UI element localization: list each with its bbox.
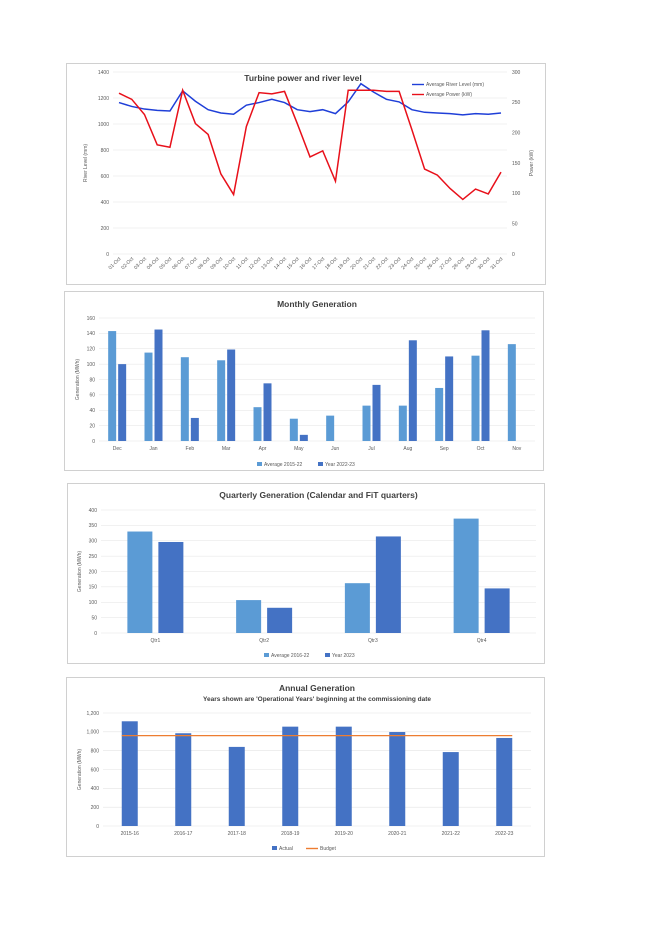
x-tick-label: 2016-17 — [174, 831, 193, 837]
bar-year-2022-23 — [300, 435, 308, 441]
x-tick-label: Qtr2 — [259, 638, 269, 644]
chart-title: Annual Generation — [278, 683, 356, 693]
y-axis-tick: 250 — [88, 553, 97, 560]
legend-average-2015-22-swatch — [257, 462, 262, 466]
x-tick-label: 03-Oct — [133, 256, 148, 272]
x-tick-label: Apr — [258, 446, 267, 452]
bar-average-2015-22 — [472, 356, 480, 441]
power-axis-tick: 100 — [512, 191, 521, 198]
y-axis-tick: 350 — [88, 523, 97, 530]
x-tick-label: Jan — [149, 446, 158, 452]
river-level-axis-tick: 200 — [100, 225, 109, 232]
x-tick-label: 07-Oct — [183, 256, 199, 272]
annual-chart-svg — [67, 678, 544, 856]
x-tick-label: Qtr4 — [476, 638, 487, 644]
legend-average-2016-22-swatch — [264, 653, 269, 657]
bar-year-2022-23 — [409, 340, 417, 441]
x-tick-label: 20-Oct — [349, 256, 365, 272]
x-tick-label: 01-Oct — [107, 256, 123, 272]
y-axis-tick: 600 — [90, 767, 99, 774]
bar-average-2016-22 — [345, 583, 370, 633]
legend-budget: Budget — [320, 846, 336, 852]
legend-year-2023: Year 2023 — [332, 653, 355, 659]
quarterly-generation-chart — [67, 483, 545, 664]
y-axis-tick: 0 — [92, 438, 95, 445]
power-axis-tick: 50 — [512, 221, 518, 228]
x-tick-label: 31-Oct — [489, 256, 505, 272]
power-axis-tick: 0 — [512, 251, 515, 258]
bar-actual — [389, 732, 405, 826]
bar-year-2023 — [376, 536, 401, 633]
x-tick-label: Nov — [512, 446, 522, 452]
y-axis-tick: 0 — [96, 823, 99, 830]
river-level-line — [119, 84, 501, 115]
x-tick-label: 23-Oct — [387, 256, 403, 272]
chart-subtitle: Years shown are 'Operational Years' beginning at the commissioning date — [202, 696, 432, 703]
y-axis-tick: 800 — [90, 748, 99, 755]
y-axis-tick: 1,200 — [86, 710, 99, 717]
bar-average-2015-22 — [181, 357, 189, 441]
y-axis-tick: 1,000 — [86, 729, 99, 736]
bar-average-2015-22 — [363, 406, 371, 441]
x-tick-label: 10-Oct — [222, 256, 238, 272]
x-tick-label: 19-Oct — [336, 256, 352, 272]
bar-year-2022-23 — [482, 330, 490, 441]
x-tick-label: 17-Oct — [311, 256, 327, 272]
x-tick-label: 2022-23 — [495, 831, 514, 837]
river-level-axis-tick: 600 — [100, 173, 109, 180]
river-level-axis-tick: 1000 — [97, 121, 109, 128]
y-axis-tick: 160 — [86, 315, 95, 322]
x-tick-label: Qtr3 — [368, 638, 378, 644]
monthly-chart-svg — [65, 292, 543, 470]
quarterly-chart-svg — [68, 484, 544, 663]
y-axis-tick: 400 — [88, 507, 97, 514]
y-axis-tick: 0 — [94, 630, 97, 637]
bar-year-2022-23 — [118, 364, 126, 441]
monthly-generation-chart — [64, 291, 544, 471]
x-tick-label: 2018-19 — [281, 831, 300, 837]
annual-generation-chart — [66, 677, 545, 857]
x-tick-label: 29-Oct — [464, 256, 479, 272]
x-tick-label: Jul — [368, 446, 375, 452]
y-axis-tick: 40 — [89, 408, 95, 415]
x-tick-label: 14-Oct — [273, 256, 288, 272]
x-tick-label: 26-Oct — [425, 256, 441, 272]
y-axis-label: Generation (MWh) — [77, 550, 83, 593]
x-tick-label: 28-Oct — [451, 256, 467, 272]
legend-actual-swatch — [272, 846, 277, 850]
y-axis-tick: 200 — [90, 804, 99, 811]
bar-average-2015-22 — [290, 419, 298, 441]
bar-average-2015-22 — [399, 406, 407, 441]
bar-year-2023 — [267, 608, 292, 633]
x-tick-label: Aug — [403, 446, 413, 452]
y2-axis-label: Power (kW) — [529, 149, 535, 177]
y-axis-label: River Level (mm) — [83, 143, 89, 183]
power-line — [119, 90, 501, 199]
bar-year-2022-23 — [445, 356, 453, 441]
y-axis-tick: 300 — [88, 538, 97, 545]
bar-average-2015-22 — [108, 331, 116, 441]
chart-title: Monthly Generation — [277, 299, 357, 309]
y-axis-tick: 60 — [89, 392, 95, 399]
y-axis-tick: 50 — [91, 615, 97, 622]
power-axis-tick: 300 — [512, 69, 521, 76]
bar-average-2016-22 — [454, 519, 479, 633]
river-level-axis-tick: 800 — [100, 147, 109, 154]
bar-actual — [282, 727, 298, 826]
x-tick-label: 2019-20 — [334, 831, 353, 837]
bar-average-2016-22 — [236, 600, 261, 633]
bar-actual — [336, 727, 352, 826]
x-tick-label: 30-Oct — [476, 256, 492, 272]
legend-year-2023-swatch — [325, 653, 330, 657]
x-tick-label: 2020-21 — [388, 831, 407, 837]
x-tick-label: Mar — [221, 446, 231, 452]
x-tick-label: Oct — [476, 446, 485, 452]
y-axis-label: Generation (MWh) — [77, 748, 83, 791]
x-tick-label: 18-Oct — [324, 256, 339, 272]
turbine-chart-svg — [67, 64, 545, 284]
x-tick-label: Jun — [331, 446, 340, 452]
chart-title: Quarterly Generation (Calendar and FiT quarters) — [219, 490, 418, 500]
bar-average-2016-22 — [127, 532, 152, 633]
legend-average-2016-22: Average 2016-22 — [271, 653, 310, 659]
bar-actual — [229, 747, 245, 826]
bar-actual — [496, 738, 512, 826]
legend-year-2022-23: Year 2022-23 — [325, 462, 355, 468]
x-tick-label: 15-Oct — [285, 256, 301, 272]
x-tick-label: May — [294, 446, 304, 452]
x-tick-label: 12-Oct — [247, 256, 263, 272]
x-tick-label: 06-Oct — [171, 256, 187, 272]
y-axis-label: Generation (MWh) — [75, 358, 81, 401]
y-axis-tick: 20 — [89, 423, 95, 430]
x-tick-label: 08-Oct — [196, 256, 212, 272]
x-tick-label: 13-Oct — [260, 256, 276, 272]
y-axis-tick: 120 — [86, 346, 95, 353]
legend-actual: Actual — [279, 846, 293, 852]
river-level-axis-tick: 1400 — [97, 69, 109, 76]
x-tick-label: 05-Oct — [158, 256, 174, 272]
y-axis-tick: 200 — [88, 569, 97, 576]
bar-average-2015-22 — [254, 407, 262, 441]
x-tick-label: Qtr1 — [150, 638, 161, 644]
bar-actual — [175, 733, 191, 826]
legend-river-level: Average River Level (mm) — [426, 82, 484, 88]
x-tick-label: 22-Oct — [374, 256, 390, 272]
legend-average-2015-22: Average 2015-22 — [264, 462, 303, 468]
bar-year-2022-23 — [227, 350, 235, 441]
power-axis-tick: 200 — [512, 130, 521, 137]
bar-year-2023 — [158, 542, 183, 633]
x-tick-label: 04-Oct — [145, 256, 161, 272]
y-axis-tick: 400 — [90, 786, 99, 793]
x-tick-label: 25-Oct — [413, 256, 429, 272]
river-level-axis-tick: 1200 — [97, 95, 109, 102]
y-axis-tick: 80 — [89, 377, 95, 384]
bar-actual — [122, 721, 138, 826]
y-axis-tick: 150 — [88, 584, 97, 591]
x-tick-label: 2017-18 — [227, 831, 246, 837]
chart-title: Turbine power and river level — [244, 73, 362, 83]
x-tick-label: 16-Oct — [298, 256, 314, 272]
x-tick-label: 09-Oct — [209, 256, 225, 272]
x-tick-label: 02-Oct — [120, 256, 136, 272]
bar-actual — [443, 752, 459, 826]
y-axis-tick: 100 — [88, 600, 97, 607]
bar-average-2015-22 — [435, 388, 443, 441]
legend-year-2022-23-swatch — [318, 462, 323, 466]
bar-year-2023 — [485, 588, 510, 633]
bar-average-2015-22 — [508, 344, 516, 441]
x-tick-label: 27-Oct — [438, 256, 454, 272]
bar-average-2015-22 — [217, 360, 225, 441]
river-level-axis-tick: 400 — [100, 199, 109, 206]
y-axis-tick: 140 — [86, 331, 95, 338]
x-tick-label: 21-Oct — [362, 256, 378, 272]
power-axis-tick: 150 — [512, 160, 521, 167]
turbine-power-river-level-chart — [66, 63, 546, 285]
y-axis-tick: 100 — [86, 361, 95, 368]
x-tick-label: 2021-22 — [441, 831, 460, 837]
bar-average-2015-22 — [326, 416, 334, 441]
bar-year-2022-23 — [373, 385, 381, 441]
x-tick-label: Dec — [112, 446, 122, 452]
river-level-axis-tick: 0 — [106, 251, 109, 258]
bar-year-2022-23 — [191, 418, 199, 441]
bar-average-2015-22 — [145, 353, 153, 441]
bar-year-2022-23 — [264, 383, 272, 441]
x-tick-label: 11-Oct — [235, 256, 250, 271]
x-tick-label: 2015-16 — [120, 831, 139, 837]
x-tick-label: Feb — [185, 446, 195, 452]
bar-year-2022-23 — [155, 330, 163, 441]
power-axis-tick: 250 — [512, 100, 521, 107]
x-tick-label: 24-Oct — [400, 256, 416, 272]
x-tick-label: Sep — [439, 446, 449, 452]
legend-power: Average Power (kW) — [426, 92, 473, 98]
